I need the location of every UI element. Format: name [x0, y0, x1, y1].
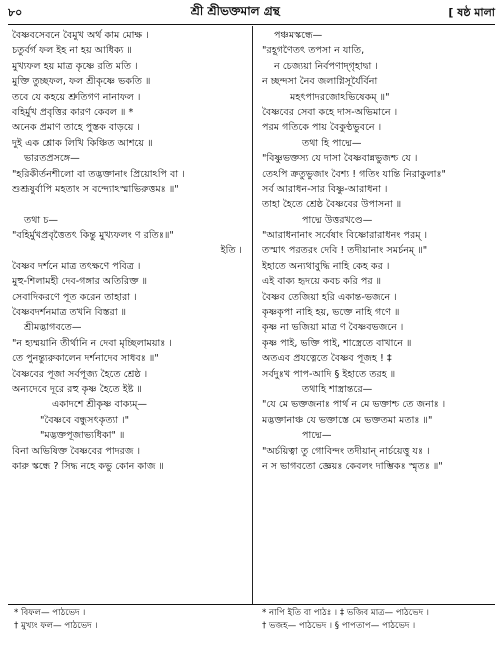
citation-heading: পাদ্মে উত্তরখণ্ডে—	[302, 214, 373, 226]
citation-heading: তথাহি শাস্ত্রান্তরে—	[302, 383, 373, 395]
sanskrit-quote: ন স ভাগবতো জ্ঞেয়ঃ কেবলং দাম্ভিকঃ স্মৃতঃ ॥"	[262, 460, 443, 472]
verse-line: তবে যে কহয়ে শ্রুতিগণ নানাফল ।	[12, 91, 141, 103]
sanskrit-quote: ন চেজ্যয়া নির্বপণাদ্‌গৃহাদ্বা ।	[274, 60, 378, 72]
verse-line: কৃষ্ণকৃপা নাহি হয়, ভক্তে নাহি গণে ॥	[262, 307, 400, 319]
verse-line: বৈষ্ণব তেজিয়া হরি একান্ত-ভজনে ।	[262, 291, 397, 303]
sanskrit-quote: "অর্চয়িত্বা তু গোবিন্দং তদীয়ান্ নার্চয়েত্তু যঃ ।	[262, 445, 430, 457]
sanskrit-quote: "ন হ্যম্ময়ানি তীর্থানি ন দেবা মৃচ্ছিলাময়াঃ ।	[12, 337, 172, 349]
page-number: ৮০	[8, 5, 23, 19]
sanskrit-quote: মদ্ভক্তানাঞ্চ যে ভক্তাস্তে মে ভক্ততমা মতাঃ ॥"	[262, 414, 433, 426]
sanskrit-quote: শুশ্রূষুর্বাপি মহতাং স বন্দ্যোঽস্মাভিরুত্তমঃ ॥"	[12, 183, 179, 195]
verse-line: বৈষ্ণবদর্শনমাত্র তখনি বিস্তরা ॥	[12, 307, 127, 319]
header-rule	[8, 24, 495, 25]
iti-mark: ইতি ।	[220, 245, 242, 257]
sanskrit-quote: ন চ্ছন্দসা নৈব জলাগ্নিসূর্যৈর্বিনা	[262, 76, 378, 88]
verse-line: অনেক প্রমাণ তাহে পুস্তক বাড়য়ে ।	[12, 122, 140, 134]
verse-line: মুহু-শিলামহী দেব-গঙ্গার অতিরিক্ত ॥	[12, 276, 147, 288]
running-title: শ্রী শ্রীভক্তমাল গ্রন্থ	[190, 4, 280, 18]
verse-line: চতুর্বর্গ ফল ইহ না হয় আধিক্য ॥	[12, 45, 132, 57]
citation-heading: পাদ্মে—	[302, 430, 332, 442]
verse-line: সর্ব আরাধন-সার বিষ্ণু-আরাধনা ।	[262, 183, 388, 195]
verse-line: কৃষ্ণ না ভজিয়া মাত্র ণ বৈষ্ণবভজনে ।	[262, 322, 404, 334]
verse-line: কারু স্কন্ধে ? সিদ্ধ নহে কভু কোন কাজ ॥	[12, 460, 164, 472]
sanskrit-quote: "মদ্ভক্তপূজাভ্যধিকা" ॥	[40, 430, 125, 442]
footnotes-right	[262, 607, 429, 633]
citation-heading: ভারতপ্রসঙ্গে—	[24, 153, 80, 165]
verse-line: বিনা অভিষিক্ত বৈষ্ণবের পাদরজ ।	[12, 445, 140, 457]
verse-line: সর্বদুঃখ পাপ-আদি § ইহাতে তরহ ॥	[262, 368, 396, 380]
verse-line: মুখ্যফল হয় মাত্র কৃষ্ণে রতি মতি ।	[12, 60, 138, 72]
page-header	[8, 3, 495, 23]
sanskrit-quote: "বিষ্ণুভক্তস্য যে দাসা বৈষ্ণবান্নভুজশ্চ যে ।	[262, 153, 418, 165]
citation-heading: তথা চ—	[24, 214, 59, 226]
verse-line: বহির্মুখ প্রবৃত্তির কারণ কেবল ॥ *	[12, 106, 134, 118]
footnotes-left	[14, 607, 97, 633]
verse-line: এই বাক্য হৃদয়ে কবচ করি পর ॥	[262, 276, 382, 288]
sanskrit-quote: তেঽপি ক্রতুভুজাং বৈশ্য ! গতিং যান্তি নিরাকুলাঃ"	[262, 168, 446, 180]
citation-heading: তথা হি পাদ্মে—	[302, 137, 362, 149]
verse-line: বৈষ্ণবের সেবা কহে দাস-অভিমানে ।	[262, 106, 398, 118]
sanskrit-quote: মহৎপাদরজোঽভিষেকম্ ॥"	[290, 91, 390, 103]
section-label: [ ষষ্ঠ মালা	[448, 5, 495, 19]
sanskrit-quote: "হরিকীর্তনশীলো বা তদ্ভক্তানাং প্রিয়োঽপি বা ।	[12, 168, 185, 180]
sanskrit-quote: তে পুনন্ত্যুরুকালেন দর্শনাদেব সাধবঃ ॥"	[12, 353, 159, 365]
verse-line: বৈষ্ণবসেবনে বৈমুখ অর্থ কাম মোক্ষ ।	[12, 30, 149, 41]
verse-line: অন্যদেবে দূরে রহু কৃষ্ণ হৈতে ইষ্ট ॥	[12, 383, 142, 395]
verse-line: অতএব প্রযত্নেতে বৈষ্ণব পূজহ ! ‡	[262, 353, 392, 365]
footnote: * বিফল— পাঠভেদ ।	[14, 608, 86, 618]
footnote: * নাপি ইতি বা পাঠঃ । ‡ ভজিব মাত্র— পাঠভেদ ।	[262, 608, 429, 618]
verse-line: বৈষ্ণব দর্শনে মাত্র তৎক্ষণে পবিত্র ।	[12, 260, 141, 272]
footnote-rule	[8, 604, 495, 605]
sanskrit-quote: "যে মে ভক্তজনাঃ পার্থ ন মে ভক্তাশ্চ তে জনাঃ ।	[262, 399, 446, 411]
verse-line: কৃষ্ণ পাই, ভক্তি পাই, শাস্ত্রেতে বাখানে ॥	[262, 337, 412, 349]
verse-line: বৈষ্ণবের পূজা সর্বপূজ্য হৈতে শ্রেষ্ঠ ।	[12, 368, 148, 380]
sanskrit-quote: "বৈষ্ণবে বন্ধুসৎকৃত্যা ।"	[40, 414, 129, 426]
right-column	[262, 28, 498, 474]
left-column	[12, 28, 248, 474]
citation-heading: একাদশে শ্রীকৃষ্ণ বাক্যম্—	[52, 399, 148, 411]
verse-line: ইহাতে অন্যথাবুদ্ধি নাহি কেহ কর ।	[262, 260, 390, 272]
column-divider	[252, 26, 253, 604]
footnote: † ভজহ— পাঠভেদ । § পাপতাপ— পাঠভেদ ।	[262, 621, 416, 631]
verse-line: পরম গতিকে পায় বৈকুণ্ঠভুবনে ।	[262, 122, 382, 134]
verse-line: মুক্তি তুচ্ছফল, ফল শ্রীকৃষ্ণে ভকতি ॥	[12, 76, 151, 88]
footnote: † মুখ্যং ফল— পাঠভেদ ।	[14, 621, 98, 631]
verse-line: দুই এক শ্লোক লিখি কিঞ্চিত আশয়ে ॥	[12, 137, 153, 149]
citation-heading: পঞ্চমস্কন্ধে—	[274, 30, 323, 41]
blank-line	[12, 197, 248, 212]
sanskrit-quote: "বহির্মুখপ্রবৃত্তৈতৎ কিন্তু মুখ্যফলং ণ রতিঃ॥"	[12, 230, 174, 242]
citation-heading: শ্রীমদ্ভাগবতে—	[24, 322, 82, 334]
sanskrit-quote: তস্মাৎ পরতরং দেবি ! তদীয়ানাং সমর্চনম্ ॥"	[262, 245, 428, 257]
sanskrit-quote: "আরাধনানাং সর্বেষাং বিষ্ণোরারাধনং পরম্ ।	[262, 230, 428, 242]
verse-line: সেবাদিকরণে পূত করেন তাহারা ।	[12, 291, 137, 303]
sanskrit-quote: "রহূগণৈতৎ তপসা ন যাতি,	[262, 45, 365, 57]
verse-line: তাহা হৈতে শ্রেষ্ঠ বৈষ্ণবের উপাসনা ॥	[262, 199, 402, 211]
